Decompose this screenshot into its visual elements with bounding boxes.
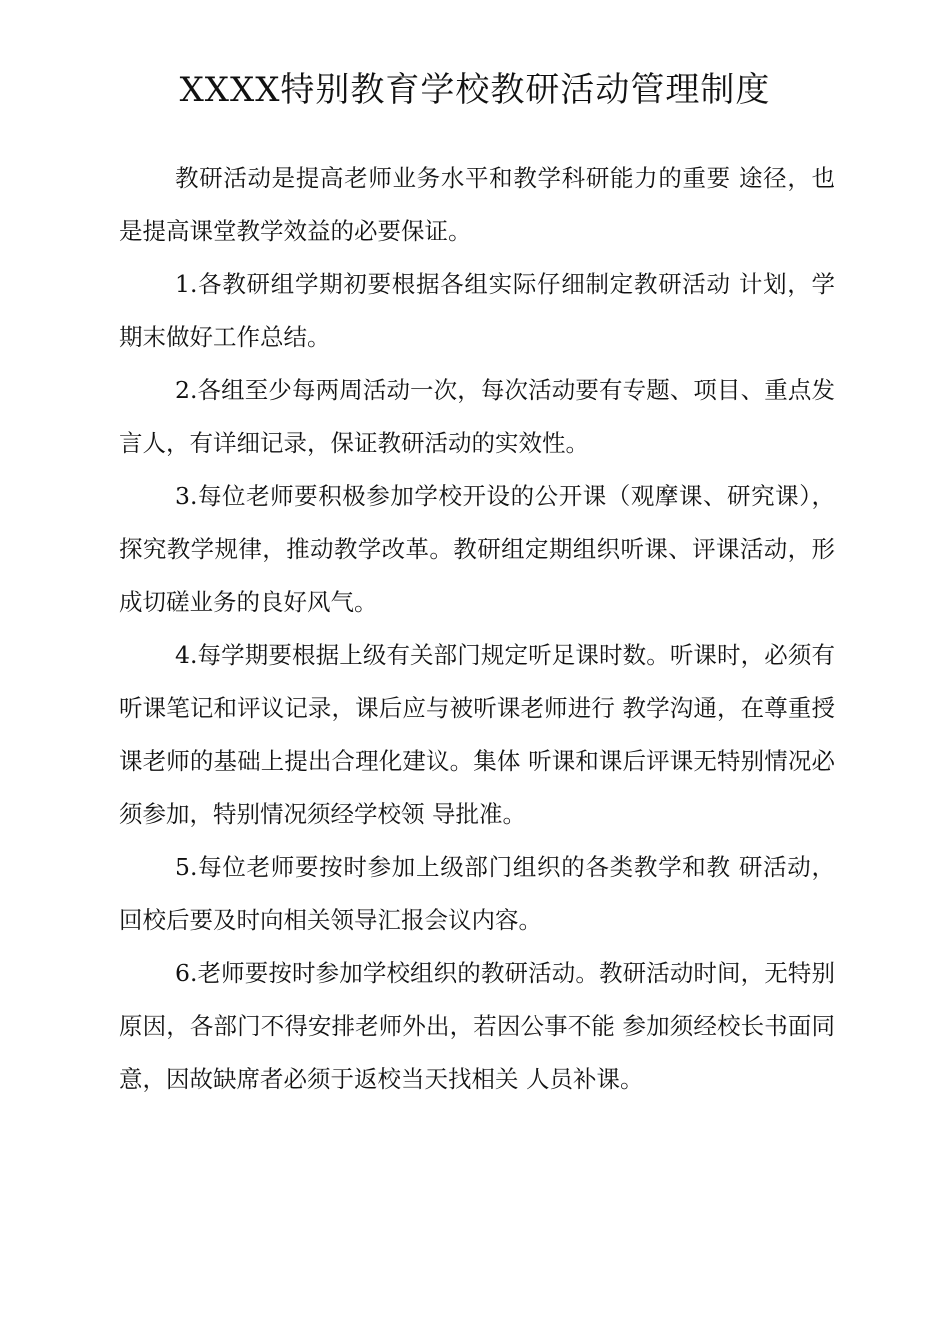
paragraph-rule-2: 2.各组至少每两周活动一次，每次活动要有专题、项目、重点发言人，有详细记录，保证教研活动的实效性。 xyxy=(119,376,835,457)
paragraph-rule-5: 5.每位老师要按时参加上级部门组织的各类教学和教 研活动，回校后要及时向相关领导汇报会议内容。 xyxy=(119,853,835,934)
document-title: XXXX特别教育学校教研活动管理制度 xyxy=(179,70,771,110)
paragraph-intro: 教研活动是提高老师业务水平和教学科研能力的重要 途径，也是提高课堂教学效益的必要保证。 xyxy=(119,164,835,245)
document-body xyxy=(119,152,835,1106)
paragraph-rule-1: 1.各教研组学期初要根据各组实际仔细制定教研活动 计划，学期末做好工作总结。 xyxy=(119,270,835,351)
paragraph-rule-6: 6.老师要按时参加学校组织的教研活动。教研活动时间，无特别原因，各部门不得安排老师外出，若因公事不能 参加须经校长书面同意，因故缺席者必须于返校当天找相关 人员补课。 xyxy=(119,959,835,1093)
paragraph-rule-3: 3.每位老师要积极参加学校开设的公开课（观摩课、研究课），探究教学规律，推动教学改革。教研组定期组织听课、评课活动，形成切磋业务的良好风气。 xyxy=(119,482,835,616)
paragraph-rule-4: 4.每学期要根据上级有关部门规定听足课时数。听课时，必须有听课笔记和评议记录，课后应与被听课老师进行 教学沟通，在尊重授课老师的基础上提出合理化建议。集体 听课和课后评课无特别情况必须参加，特别情况须经学校领 导批准。 xyxy=(119,641,835,828)
